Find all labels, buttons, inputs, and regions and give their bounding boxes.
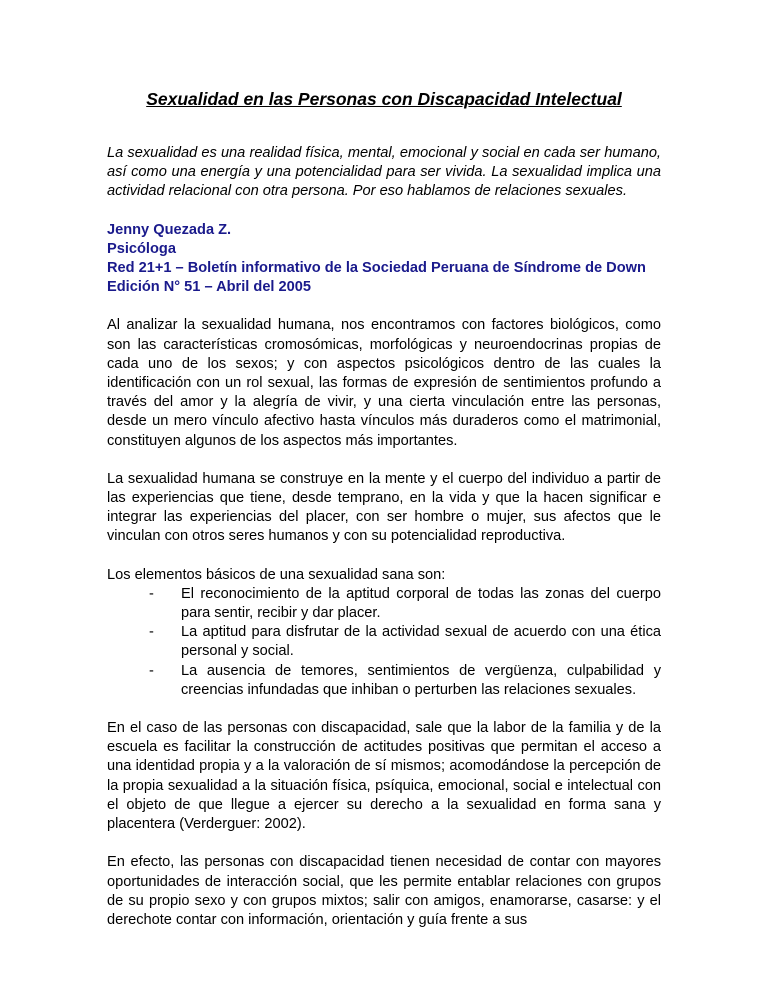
list-lead: Los elementos básicos de una sexualidad sana son:	[107, 566, 446, 583]
byline	[107, 221, 661, 298]
list-dash: -	[149, 585, 154, 602]
list-item	[149, 585, 661, 623]
list-item-text: La aptitud para disfrutar de la actividad sexual de acuerdo con una ética personal y social.	[181, 624, 661, 660]
list-item	[149, 662, 661, 700]
elements-list	[107, 585, 661, 700]
list-item	[149, 623, 661, 661]
byline-author: Jenny Quezada Z.	[107, 221, 232, 238]
byline-publication: Red 21+1 – Boletín informativo de la Sociedad Peruana de Síndrome de Down	[107, 260, 646, 277]
body-paragraph-1: Al analizar la sexualidad humana, nos encontramos con factores biológicos, como son las características cromosómicas, morfológicas y neuroendocrinas propias de cada uno de los sexos; y con aspectos psicológicos dentro de las cuales la identificación con un rol sexual, las formas de expresión de sentimientos profundo a través del amor y la alegría de vivir, y una cierta vinculación entre las personas, desde un mero vínculo afectivo hasta vínculos más duraderos como el matrimonial, constituyen algunos de los aspectos más importantes.	[107, 317, 661, 449]
body-paragraph-4: En efecto, las personas con discapacidad tienen necesidad de contar con mayores oportunidades de interacción social, que les permite entablar relaciones con grupos de su propio sexo y con grupos mixtos; salir con amigos, enamorarse, casarse: y el derechote contar con información, orientación y guía frente a sus	[107, 854, 661, 928]
list-dash: -	[149, 624, 154, 641]
list-item-text: La ausencia de temores, sentimientos de vergüenza, culpabilidad y creencias infundadas que inhiban o perturben las relaciones sexuales.	[181, 662, 661, 698]
body-paragraph-3: En el caso de las personas con discapacidad, sale que la labor de la familia y de la escuela es facilitar la construcción de actitudes positivas que permitan el acceso a una identidad propia y a la valoración de sí mismos; acomodándose la percepción de la propia sexualidad a la situación física, psíquica, emocional, social e intelectual con el objeto de que llegue a ejercer su derecho a la sexualidad en forma sana y placentera (Verderguer: 2002).	[107, 720, 661, 833]
byline-edition: Edición N° 51 – Abril del 2005	[107, 279, 312, 296]
byline-role: Psicóloga	[107, 240, 176, 257]
intro-paragraph: La sexualidad es una realidad física, mental, emocional y social en cada ser humano, así como una energía y una potencialidad para ser vivida. La sexualidad implica una actividad relacional con otra persona. Por eso hablamos de relaciones sexuales.	[107, 145, 661, 200]
list-dash: -	[149, 662, 154, 679]
document-title: Sexualidad en las Personas con Discapacidad Intelectual	[146, 89, 622, 109]
body-paragraph-2: La sexualidad humana se construye en la mente y el cuerpo del individuo a partir de las experiencias que tiene, desde temprano, en la vida y que la hacen significar e integrar las experiencias del placer, con ser hombre o mujer, sus afectos que le vinculan con otros seres humanos y con su potencialidad reproductiva.	[107, 470, 661, 545]
list-item-text: El reconocimiento de la aptitud corporal de todas las zonas del cuerpo para sentir, recibir y dar placer.	[181, 585, 661, 622]
